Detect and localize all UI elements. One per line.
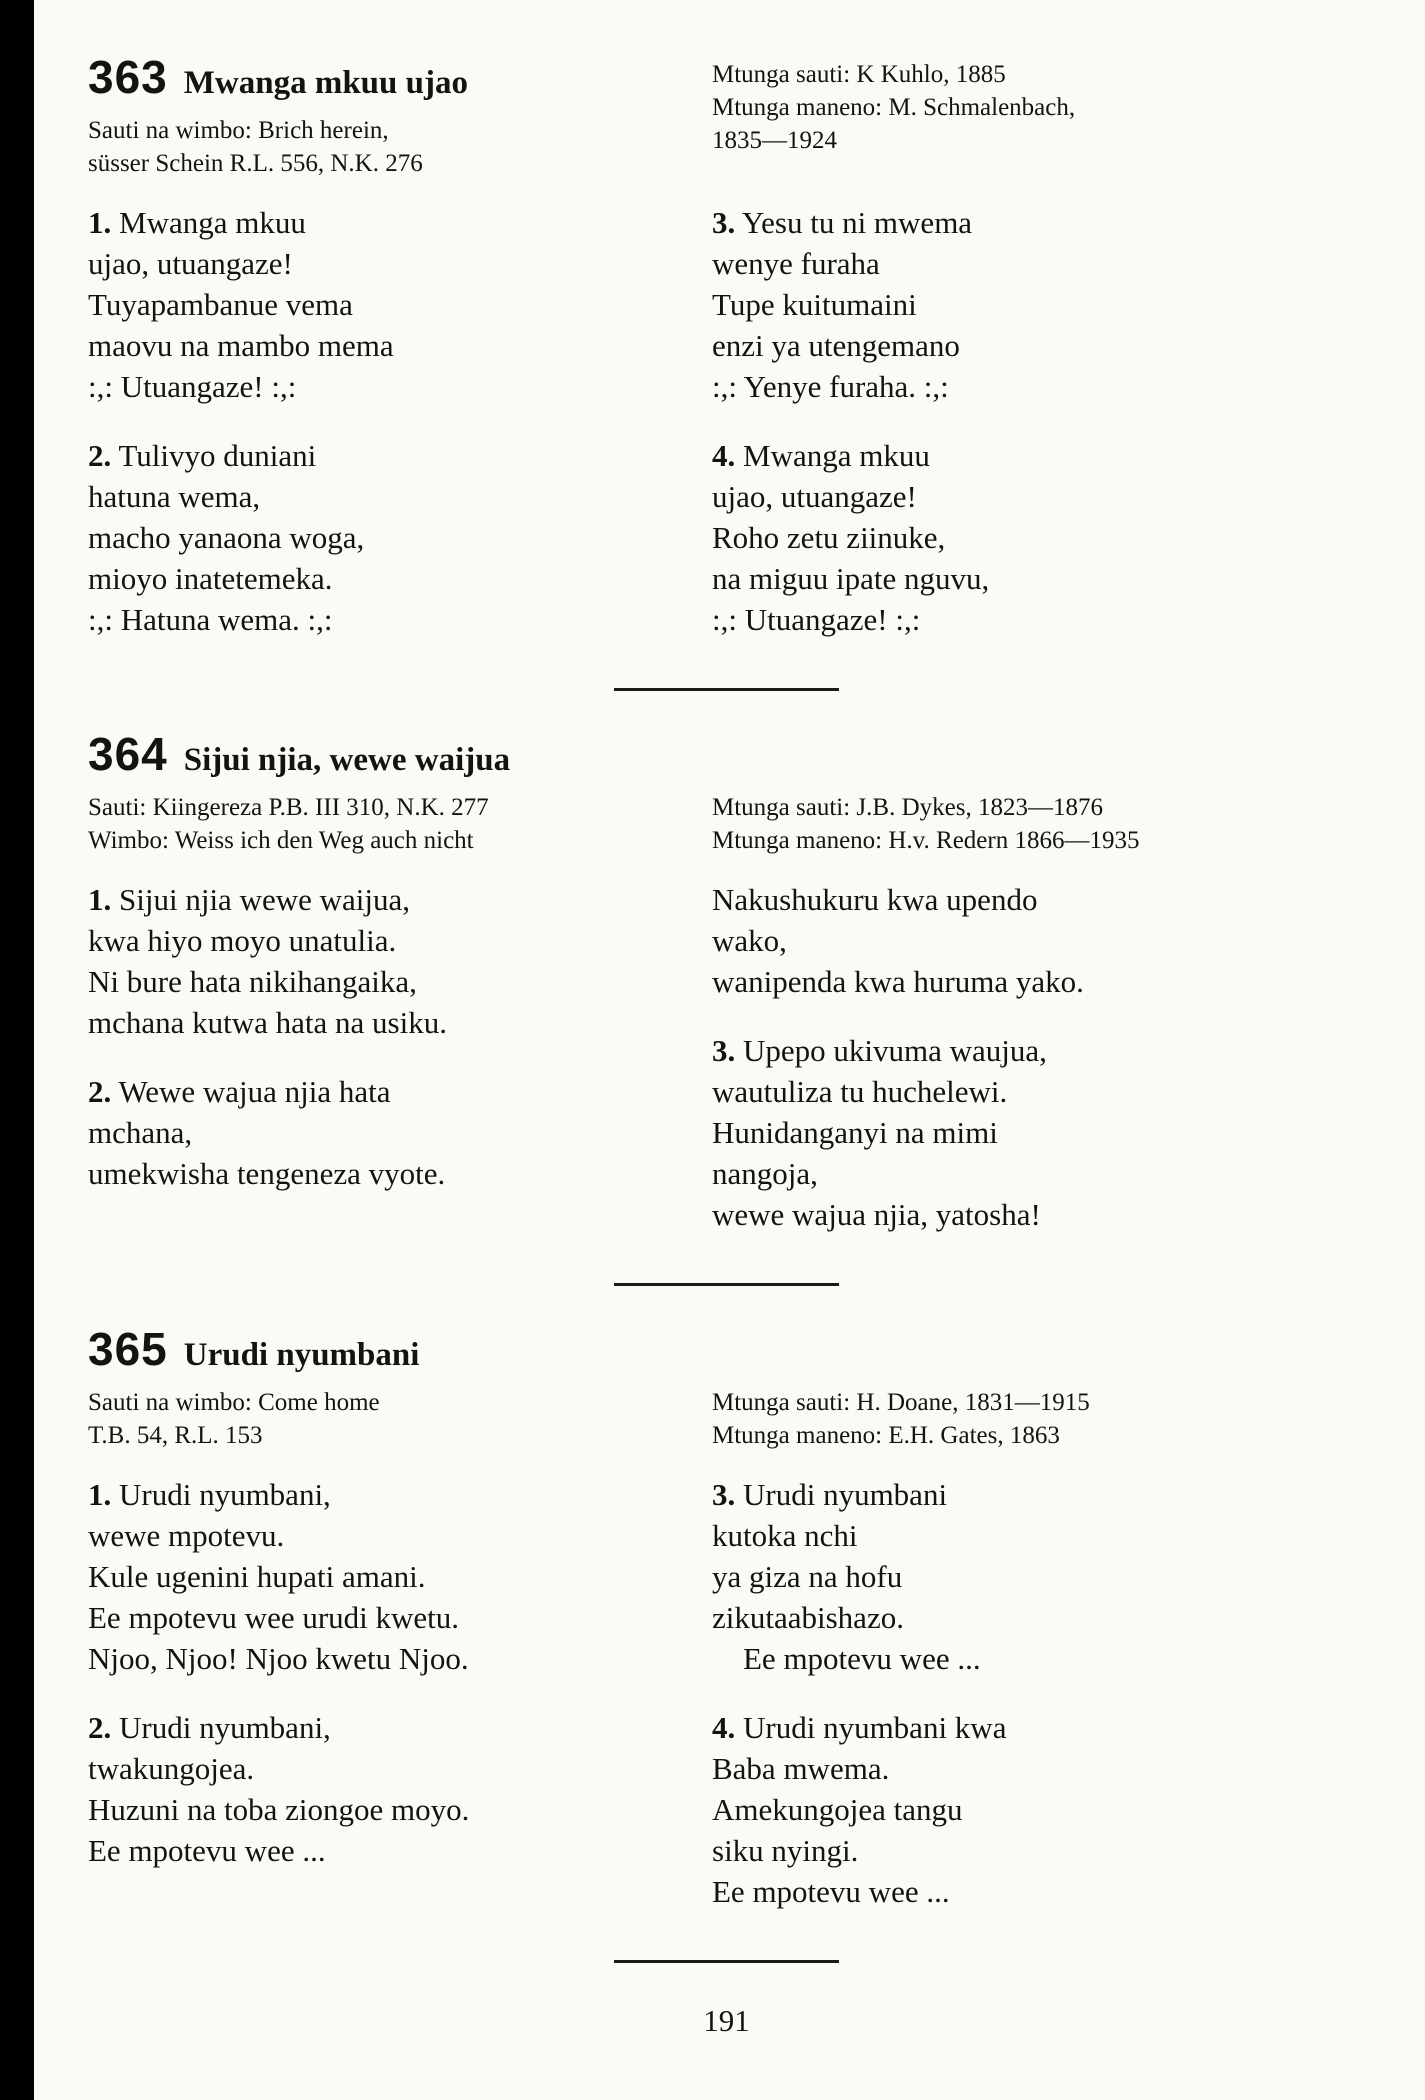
stanza-number: 1. — [88, 1477, 112, 1512]
hymn-title-line — [88, 1323, 712, 1375]
verse-line: 2. Wewe wajua njia hata — [88, 1074, 391, 1109]
verse-line: 1. Urudi nyumbani, — [88, 1477, 331, 1512]
verse-line: :,: Hatuna wema. :,: — [88, 602, 333, 637]
verse-line: wewe wajua njia, yatosha! — [712, 1197, 1041, 1232]
verse-line: :,: Utuangaze! :,: — [88, 369, 297, 404]
section-divider — [614, 1960, 839, 1963]
hymn-meta-right — [712, 1326, 1365, 1452]
verse-line: hatuna wema, — [88, 479, 261, 514]
verse-line: 1. Mwanga mkuu — [88, 205, 306, 240]
verse-line: :,: Yenye furaha. :,: — [712, 369, 949, 404]
verse-line: Roho zetu ziinuke, — [712, 520, 946, 555]
verse-line: ujao, utuangaze! — [88, 246, 293, 281]
hymn-title: Sijui njia, wewe waijua — [183, 742, 511, 778]
hymn-title: Urudi nyumbani — [183, 1337, 420, 1373]
verse-line: Huzuni na toba ziongoe moyo. — [88, 1792, 470, 1827]
verse-line: 2. Tulivyo duniani — [88, 438, 317, 473]
verse-line: Tupe kuitumaini — [712, 287, 917, 322]
meta-line: süsser Schein R.L. 556, N.K. 276 — [88, 150, 423, 177]
verse-line: Nakushukuru kwa upendo — [712, 882, 1038, 917]
stanza — [88, 1707, 692, 1871]
verse-line: mchana kutwa hata na usiku. — [88, 1005, 447, 1040]
verse-line: wenye furaha — [712, 246, 880, 281]
stanza — [88, 202, 692, 407]
hymn-title-line — [88, 51, 712, 103]
meta-line: Mtunga sauti: J.B. Dykes, 1823—1876 — [712, 794, 1103, 821]
hymn-header-row — [88, 1323, 1365, 1452]
verse-line: wako, — [712, 923, 787, 958]
verse-line: 2. Urudi nyumbani, — [88, 1710, 331, 1745]
stanza-number: 4. — [712, 438, 736, 473]
verse-line: umekwisha tengeneza vyote. — [88, 1156, 446, 1191]
hymn-list — [88, 51, 1365, 1963]
verse-line: Hunidanganyi na mimi — [712, 1115, 998, 1150]
verse-line: Tuyapambanue vema — [88, 287, 353, 322]
hymn-meta-left — [88, 114, 712, 180]
verse-line: Amekungojea tangu — [712, 1792, 963, 1827]
verse-line: Ee mpotevu wee ... — [712, 1641, 981, 1676]
hymn-number: 364 — [88, 728, 168, 780]
verse-column — [88, 202, 712, 668]
verse-line: 3. Upepo ukivuma waujua, — [712, 1033, 1047, 1068]
verse-line: twakungojea. — [88, 1751, 255, 1786]
verse-line: nangoja, — [712, 1156, 818, 1191]
verse-line: wautuliza tu huchelewi. — [712, 1074, 1008, 1109]
hymnal-page — [34, 0, 1425, 2100]
verse-line: wewe mpotevu. — [88, 1518, 285, 1553]
verse-line: mchana, — [88, 1115, 193, 1150]
verse-column — [88, 1474, 712, 1940]
hymn-header-left — [88, 728, 712, 857]
hymn-title-line — [88, 728, 712, 780]
verse-line: kwa hiyo moyo unatulia. — [88, 923, 397, 958]
stanza-number: 3. — [712, 1477, 736, 1512]
hymn-header-row — [88, 728, 1365, 857]
stanza — [712, 1707, 1345, 1912]
hymn-meta-right — [712, 54, 1365, 180]
hymn-364 — [88, 728, 1365, 1286]
stanza — [712, 1474, 1345, 1679]
verse-line: kutoka nchi — [712, 1518, 858, 1553]
verse-line: Ni bure hata nikihangaika, — [88, 964, 417, 999]
page-number: 191 — [703, 2003, 750, 2038]
stanza — [712, 1030, 1345, 1235]
stanza — [88, 879, 692, 1043]
verse-line: 3. Urudi nyumbani — [712, 1477, 948, 1512]
stanza-number: 2. — [88, 1710, 112, 1745]
verse-line: mioyo inatetemeka. — [88, 561, 333, 596]
hymn-number: 363 — [88, 51, 168, 103]
stanza — [712, 202, 1345, 407]
verse-column — [712, 1474, 1365, 1940]
stanza — [88, 1474, 692, 1679]
meta-line: Mtunga sauti: K Kuhlo, 1885 — [712, 61, 1006, 88]
verse-line: Kule ugenini hupati amani. — [88, 1559, 426, 1594]
meta-line: Mtunga maneno: M. Schmalenbach, — [712, 94, 1076, 121]
hymn-number: 365 — [88, 1323, 168, 1375]
section-divider — [614, 688, 839, 691]
verse-line: ujao, utuangaze! — [712, 479, 917, 514]
meta-line: Wimbo: Weiss ich den Weg auch nicht — [88, 827, 474, 854]
verse-line: 3. Yesu tu ni mwema — [712, 205, 973, 240]
hymn-title: Mwanga mkuu ujao — [183, 65, 468, 101]
hymn-header-left — [88, 51, 712, 180]
hymn-365 — [88, 1323, 1365, 1963]
hymn-header-row — [88, 51, 1365, 180]
hymn-verses — [88, 1474, 1365, 1940]
meta-line: T.B. 54, R.L. 153 — [88, 1422, 263, 1449]
verse-column — [712, 202, 1365, 668]
verse-line: Ee mpotevu wee urudi kwetu. — [88, 1600, 460, 1635]
hymn-verses — [88, 879, 1365, 1263]
scan-edge-bar — [0, 0, 34, 2100]
stanza — [88, 1071, 692, 1194]
verse-line: 1. Sijui njia wewe waijua, — [88, 882, 410, 917]
stanza-number: 1. — [88, 882, 112, 917]
stanza — [88, 435, 692, 640]
section-divider — [614, 1283, 839, 1286]
verse-line: Njoo, Njoo! Njoo kwetu Njoo. — [88, 1641, 469, 1676]
verse-line: Ee mpotevu wee ... — [712, 1874, 950, 1909]
verse-column — [712, 879, 1365, 1263]
verse-line: Ee mpotevu wee ... — [88, 1833, 326, 1868]
hymn-verses — [88, 202, 1365, 668]
stanza-number: 2. — [88, 1074, 112, 1109]
meta-line: Mtunga maneno: E.H. Gates, 1863 — [712, 1422, 1060, 1449]
verse-line: na miguu ipate nguvu, — [712, 561, 990, 596]
verse-line: macho yanaona woga, — [88, 520, 365, 555]
verse-line: Baba mwema. — [712, 1751, 890, 1786]
stanza-number: 4. — [712, 1710, 736, 1745]
stanza-number: 2. — [88, 438, 112, 473]
verse-line: maovu na mambo mema — [88, 328, 394, 363]
stanza-number: 3. — [712, 205, 736, 240]
hymn-meta-right — [712, 731, 1365, 857]
verse-line: 4. Mwanga mkuu — [712, 438, 930, 473]
meta-line: Sauti: Kiingereza P.B. III 310, N.K. 277 — [88, 794, 489, 821]
meta-line: Sauti na wimbo: Brich herein, — [88, 117, 389, 144]
verse-line: wanipenda kwa huruma yako. — [712, 964, 1084, 999]
meta-line: Sauti na wimbo: Come home — [88, 1389, 380, 1416]
hymn-meta-left — [88, 791, 712, 857]
meta-line: 1835—1924 — [712, 127, 837, 154]
verse-line: siku nyingi. — [712, 1833, 859, 1868]
hymn-363 — [88, 51, 1365, 691]
meta-line: Mtunga maneno: H.v. Redern 1866—1935 — [712, 827, 1140, 854]
verse-line: :,: Utuangaze! :,: — [712, 602, 921, 637]
hymn-meta-left — [88, 1386, 712, 1452]
stanza-number: 3. — [712, 1033, 736, 1068]
verse-line: enzi ya utengemano — [712, 328, 960, 363]
stanza-number: 1. — [88, 205, 112, 240]
stanza — [712, 879, 1345, 1002]
stanza — [712, 435, 1345, 640]
verse-line: 4. Urudi nyumbani kwa — [712, 1710, 1007, 1745]
hymn-header-left — [88, 1323, 712, 1452]
verse-line: zikutaabishazo. — [712, 1600, 904, 1635]
verse-line: ya giza na hofu — [712, 1559, 903, 1594]
meta-line: Mtunga sauti: H. Doane, 1831—1915 — [712, 1389, 1090, 1416]
verse-column — [88, 879, 712, 1263]
